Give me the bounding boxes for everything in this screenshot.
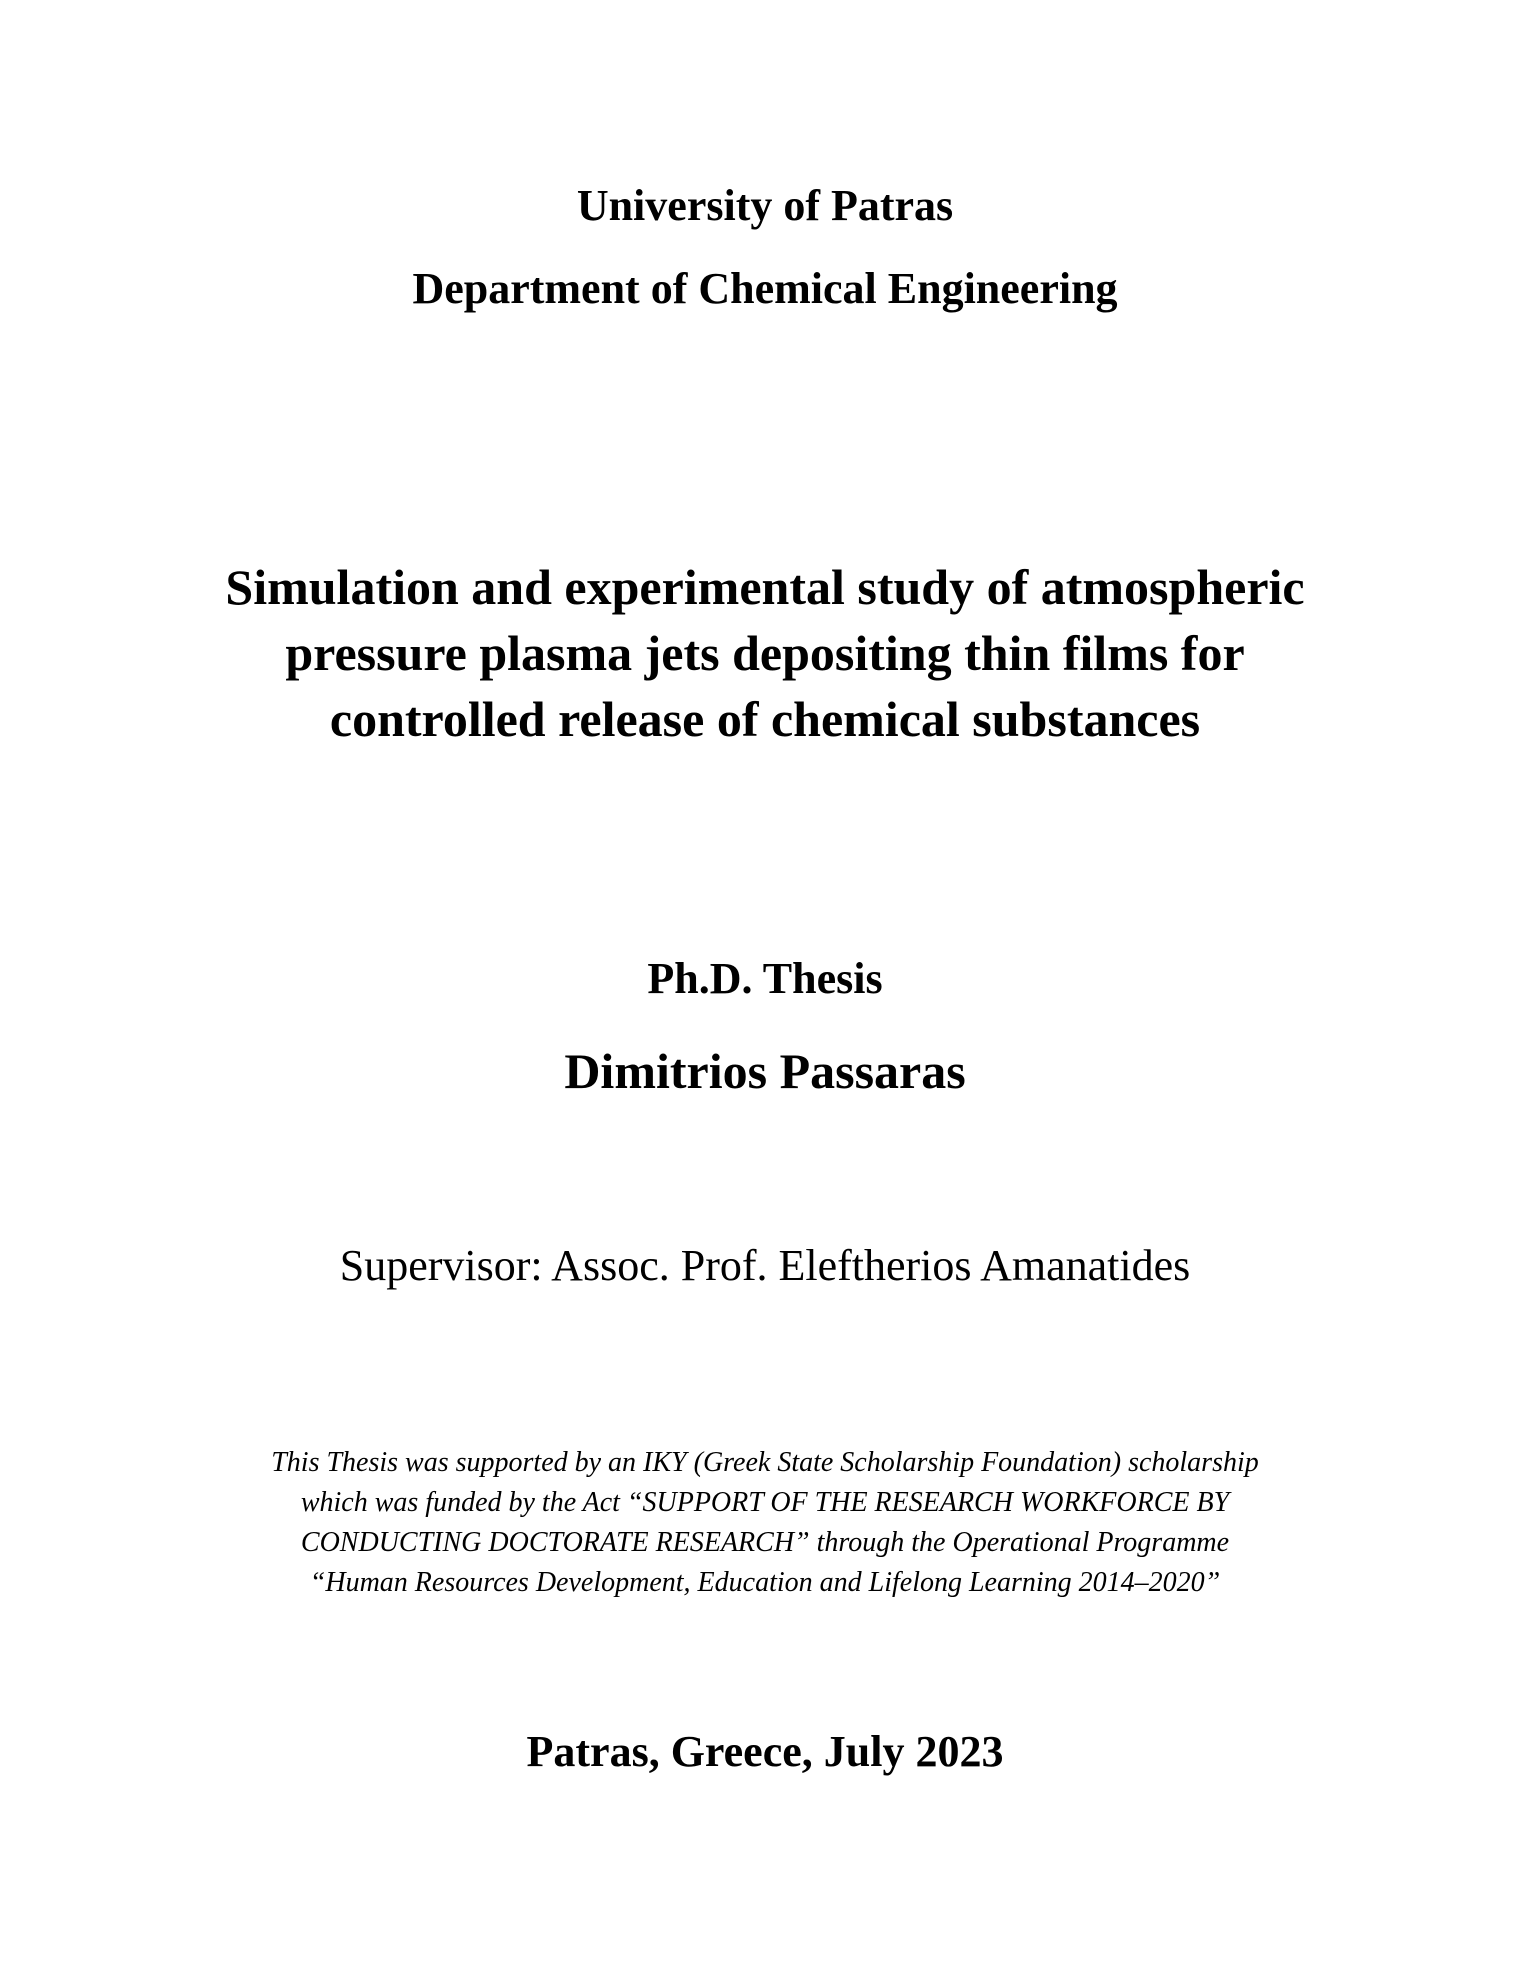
funding-line: This Thesis was supported by an IKY (Greek State Scholarship Foundation) scholarship — [271, 1447, 1259, 1478]
department-name: Department of Chemical Engineering — [412, 264, 1118, 313]
thesis-title — [0, 554, 1530, 752]
funding-line: which was funded by the Act “SUPPORT OF THE RESEARCH WORKFORCE BY — [300, 1487, 1230, 1518]
author-name: Dimitrios Passaras — [564, 1043, 966, 1099]
thesis-title-line: pressure plasma jets depositing thin films for — [285, 625, 1245, 681]
place-and-date: Patras, Greece, July 2023 — [526, 1727, 1004, 1776]
funding-line: “Human Resources Development, Education and Lifelong Learning 2014–2020” — [309, 1567, 1221, 1598]
university-name: University of Patras — [576, 181, 954, 230]
thesis-title-line: Simulation and experimental study of atmospheric — [225, 559, 1305, 615]
funding-statement — [0, 1443, 1530, 1603]
supervisor-line: Supervisor: Assoc. Prof. Eleftherios Amanatides — [339, 1241, 1191, 1290]
thesis-title-line: controlled release of chemical substances — [329, 691, 1201, 747]
funding-line: CONDUCTING DOCTORATE RESEARCH” through the Operational Programme — [300, 1527, 1230, 1558]
degree-label: Ph.D. Thesis — [647, 954, 883, 1003]
